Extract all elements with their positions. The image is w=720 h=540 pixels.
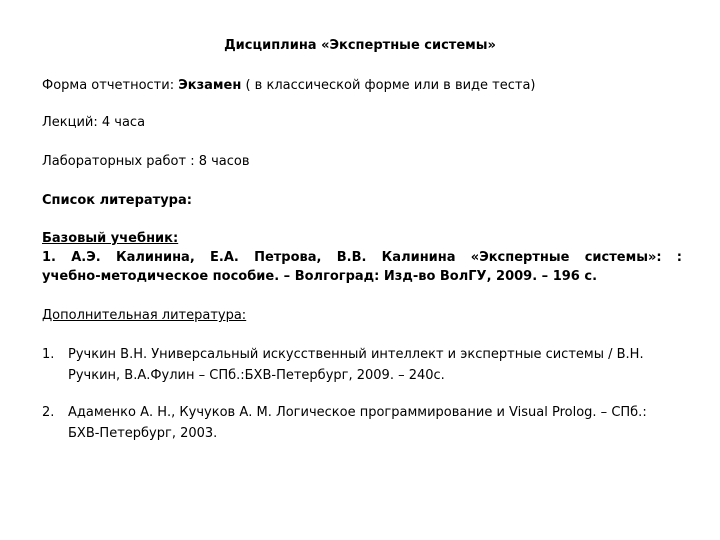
base-textbook-entry bbox=[42, 249, 682, 267]
report-form-line bbox=[42, 77, 536, 95]
additional-literature-heading: Дополнительная литература: bbox=[42, 308, 247, 323]
list-item bbox=[42, 344, 682, 386]
list-item-line-1: Адаменко А. Н., Кучуков А. М. Логическое программирование и Visual Prolog. – СПб.: bbox=[68, 405, 647, 420]
list-item-line-2: БХВ-Петербург, 2003. bbox=[68, 426, 218, 441]
report-form-note: ( в классической форме или в виде теста) bbox=[241, 78, 536, 93]
list-item-number: 2. bbox=[42, 405, 55, 420]
labs-line: Лабораторных работ : 8 часов bbox=[42, 154, 250, 169]
page-title: Дисциплина «Экспертные системы» bbox=[224, 38, 496, 53]
literature-heading: Список литература: bbox=[42, 193, 192, 208]
report-form-label: Форма отчетности: bbox=[42, 78, 179, 93]
report-form-value: Экзамен bbox=[178, 78, 242, 93]
list-item-line-1: Ручкин В.Н. Универсальный искусственный интеллект и экспертные системы / В.Н. bbox=[68, 347, 644, 362]
base-textbook-heading: Базовый учебник: bbox=[42, 231, 179, 246]
list-item bbox=[42, 402, 682, 444]
base-textbook-line-1: 1. А.Э. Калинина, Е.А. Петрова, В.В. Калинина «Экспертные системы»: : bbox=[42, 250, 682, 265]
list-item-line-2: Ручкин, В.А.Фулин – СПб.:БХВ-Петербург, 2009. – 240с. bbox=[68, 368, 445, 383]
base-textbook-line-2: учебно-методическое пособие. – Волгоград: Изд-во ВолГУ, 2009. – 196 с. bbox=[42, 269, 598, 284]
list-item-text bbox=[68, 344, 682, 386]
list-item-text bbox=[68, 402, 682, 444]
lectures-line: Лекций: 4 часа bbox=[42, 115, 146, 130]
list-item-number: 1. bbox=[42, 347, 55, 362]
